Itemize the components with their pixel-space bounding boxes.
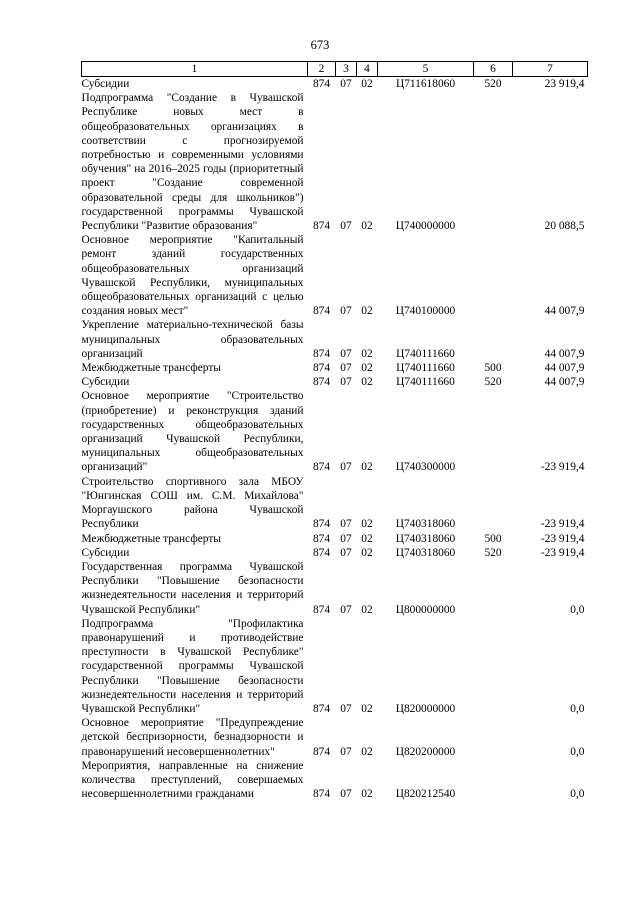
table-row <box>82 389 588 474</box>
row-name: Укрепление материально-технической базы муниципальных образовательных организаций <box>81 319 304 360</box>
row-name: Основное мероприятие "Предупреждение детской беспризорности, безнадзорности и правонарушений несовершеннолетних" <box>81 717 304 758</box>
table-row <box>82 716 588 759</box>
expense-type-code <box>474 233 513 318</box>
column-header: 7 <box>513 62 588 77</box>
column-header: 4 <box>357 62 378 77</box>
subsection-code: 02 <box>361 702 373 715</box>
table-row <box>82 532 588 546</box>
row-name: Государственная программа Чувашской Республики "Повышение безопасности жизнедеятельности населения и территорий Чувашской Республики" <box>81 560 304 616</box>
amount: -23 919,4 <box>540 532 585 545</box>
row-name: Мероприятия, направленные на снижение количества преступлений, совершаемых несовершеннолетними гражданами <box>81 759 304 801</box>
section-code: 07 <box>340 788 352 801</box>
section-code: 07 <box>340 603 352 616</box>
expense-type-code <box>474 389 513 474</box>
ministry-code: 874 <box>312 702 331 715</box>
page-number: 673 <box>310 38 330 52</box>
expense-type-code <box>474 318 513 361</box>
table-row <box>82 91 588 233</box>
target-item-code: Ц800000000 <box>395 603 456 616</box>
ministry-code: 874 <box>312 376 331 389</box>
column-header: 5 <box>378 62 474 77</box>
amount: 0,0 <box>570 603 585 616</box>
row-name: Подпрограмма "Профилактика правонарушений и противодействие преступности в Чувашской Республике" государственной программы Чувашской Республики "Повышение безопасности жизнедеятельности населения и территорий Чувашской Республики" <box>81 617 304 715</box>
amount: -23 919,4 <box>540 461 585 474</box>
target-item-code: Ц740318060 <box>395 532 456 545</box>
ministry-code: 874 <box>312 546 331 559</box>
amount: 44 007,9 <box>544 305 585 318</box>
table-row <box>82 361 588 375</box>
amount: 0,0 <box>570 702 585 715</box>
table-row <box>82 318 588 361</box>
amount: -23 919,4 <box>540 546 585 559</box>
target-item-code: Ц740100000 <box>395 305 456 318</box>
subsection-code: 02 <box>361 532 373 545</box>
ministry-code: 874 <box>312 603 331 616</box>
ministry-code: 874 <box>312 362 331 375</box>
subsection-code: 02 <box>361 347 373 360</box>
amount: -23 919,4 <box>540 518 585 531</box>
subsection-code: 02 <box>361 518 373 531</box>
target-item-code: Ц740318060 <box>395 546 456 559</box>
row-name: Межбюджетные трансферты <box>81 532 221 545</box>
amount: 44 007,9 <box>544 376 585 389</box>
table-row <box>82 233 588 318</box>
table-row <box>82 617 588 716</box>
amount: 23 919,4 <box>544 78 585 90</box>
section-code: 07 <box>340 518 352 531</box>
column-header: 1 <box>82 62 308 77</box>
expense-type-code <box>474 475 513 532</box>
table-row <box>82 546 588 560</box>
amount: 44 007,9 <box>544 347 585 360</box>
ministry-code: 874 <box>312 347 331 360</box>
ministry-code: 874 <box>312 745 331 758</box>
budget-table <box>81 61 588 801</box>
table-row <box>82 560 588 617</box>
target-item-code: Ц820000000 <box>395 702 456 715</box>
expense-type-code: 500 <box>484 532 502 545</box>
row-name: Субсидии <box>81 78 130 90</box>
row-name: Основное мероприятие "Капитальный ремонт зданий государственных общеобразовательных организаций Чувашской Республики, муниципальных общеобразовательных организаций с целью создания новых мест" <box>81 234 304 318</box>
ministry-code: 874 <box>312 78 331 90</box>
target-item-code: Ц740300000 <box>395 461 456 474</box>
target-item-code: Ц740111660 <box>396 376 455 389</box>
ministry-code: 874 <box>312 461 331 474</box>
table-row <box>82 77 588 92</box>
column-number-header <box>82 62 588 77</box>
ministry-code: 874 <box>312 788 331 801</box>
target-item-code: Ц820212540 <box>395 788 456 801</box>
expense-type-code: 500 <box>484 362 502 375</box>
row-name: Межбюджетные трансферты <box>81 362 221 375</box>
expense-type-code <box>474 617 513 716</box>
ministry-code: 874 <box>312 305 331 318</box>
column-header: 6 <box>474 62 513 77</box>
section-code: 07 <box>340 305 352 318</box>
section-code: 07 <box>340 376 352 389</box>
row-name: Строительство спортивного зала МБОУ "Юнгинская СОШ им. С.М. Михайлова" Моргаушского района Чувашской Республики <box>81 475 304 531</box>
amount: 0,0 <box>570 745 585 758</box>
section-code: 07 <box>340 461 352 474</box>
subsection-code: 02 <box>361 788 373 801</box>
subsection-code: 02 <box>361 745 373 758</box>
section-code: 07 <box>340 220 352 233</box>
amount: 44 007,9 <box>544 362 585 375</box>
target-item-code: Ц740111660 <box>396 347 455 360</box>
expense-type-code: 520 <box>484 376 502 389</box>
column-header: 2 <box>308 62 336 77</box>
section-code: 07 <box>340 78 352 90</box>
expense-type-code: 520 <box>484 546 502 559</box>
section-code: 07 <box>340 532 352 545</box>
amount: 0,0 <box>570 788 585 801</box>
section-code: 07 <box>340 546 352 559</box>
subsection-code: 02 <box>361 376 373 389</box>
row-name: Субсидии <box>81 546 130 559</box>
section-code: 07 <box>340 347 352 360</box>
subsection-code: 02 <box>361 362 373 375</box>
expense-type-code: 520 <box>484 78 502 90</box>
amount: 20 088,5 <box>544 220 585 233</box>
target-item-code: Ц740318060 <box>395 518 456 531</box>
expense-type-code <box>474 560 513 617</box>
target-item-code: Ц820200000 <box>395 745 456 758</box>
table-row <box>82 475 588 532</box>
ministry-code: 874 <box>312 518 331 531</box>
subsection-code: 02 <box>361 305 373 318</box>
expense-type-code <box>474 91 513 233</box>
target-item-code: Ц740111660 <box>396 362 455 375</box>
expense-type-code <box>474 716 513 759</box>
table-row <box>82 759 588 802</box>
target-item-code: Ц740000000 <box>395 220 456 233</box>
subsection-code: 02 <box>361 220 373 233</box>
ministry-code: 874 <box>312 532 331 545</box>
target-item-code: Ц711618060 <box>395 78 456 90</box>
subsection-code: 02 <box>361 78 373 90</box>
row-name: Подпрограмма "Создание в Чувашской Республике новых мест в общеобразовательных организациях в соответствии с прогнозируемой потребностью и современными условиями обучения" на 2016–2025 годы (приоритетный проект "Создание современной образовательной среды для школьников") государственной программы Чувашской Республики "Развитие образования" <box>81 92 304 233</box>
row-name: Субсидии <box>81 376 130 389</box>
table-row <box>82 375 588 389</box>
section-code: 07 <box>340 362 352 375</box>
subsection-code: 02 <box>361 603 373 616</box>
ministry-code: 874 <box>312 220 331 233</box>
subsection-code: 02 <box>361 461 373 474</box>
column-header: 3 <box>336 62 357 77</box>
subsection-code: 02 <box>361 546 373 559</box>
row-name: Основное мероприятие "Строительство (приобретение) и реконструкция зданий государственных общеобразовательных организаций Чувашской Республики, муниципальных общеобразовательных организаций" <box>81 390 304 474</box>
expense-type-code <box>474 759 513 802</box>
section-code: 07 <box>340 702 352 715</box>
section-code: 07 <box>340 745 352 758</box>
